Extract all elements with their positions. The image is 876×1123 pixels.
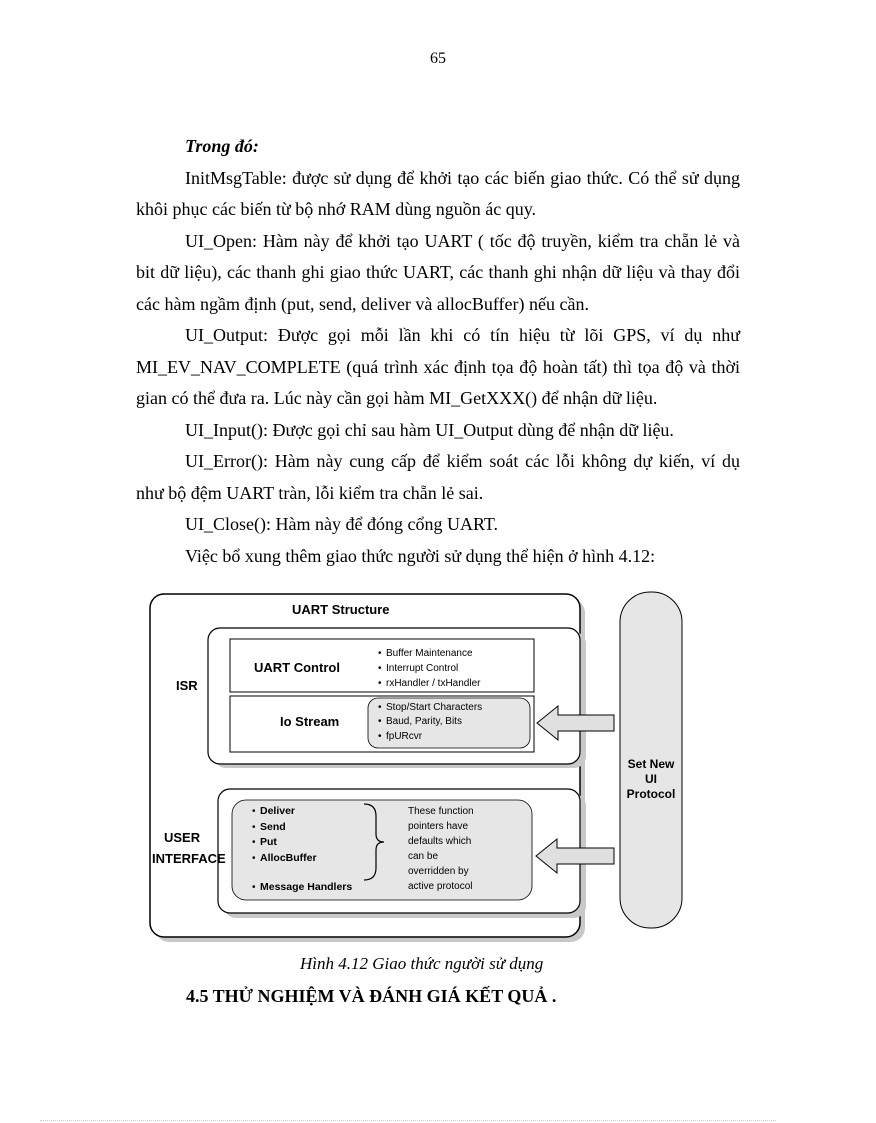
section-heading: 4.5 THỬ NGHIỆM VÀ ĐÁNH GIÁ KẾT QUẢ .: [186, 986, 557, 1006]
paragraph-ui-open: UI_Open: Hàm này để khởi tạo UART ( tốc độ truyền, kiểm tra chẵn lẻ và bit dữ liệu), các thanh ghi giao thức UART, các thanh ghi nhận dữ liệu và thay đổi các hàm ngầm định (put, send, deliver và allocBuffer) nếu cần.: [136, 230, 740, 314]
bullet-dot: •: [378, 663, 382, 674]
bullet-dot: •: [252, 853, 256, 864]
user-label: USER: [164, 830, 201, 845]
protocol-line: Protocol: [626, 787, 676, 801]
ui-function-item: AllocBuffer: [260, 852, 317, 864]
ui-function-item: Send: [260, 821, 286, 833]
note-line: defaults which: [408, 836, 472, 847]
bullet-dot: •: [252, 882, 256, 893]
uart-structure-diagram: [146, 590, 676, 948]
body-text: [136, 131, 740, 572]
page-divider: [40, 1120, 776, 1121]
io-stream-bullet: Stop/Start Characters: [386, 702, 483, 713]
uart-control-label: UART Control: [254, 660, 340, 675]
figure-caption: Hình 4.12 Giao thức người sử dụng: [300, 954, 544, 973]
io-stream-bullet: Baud, Parity, Bits: [386, 716, 462, 727]
bullet-dot: •: [252, 837, 256, 848]
paragraph-ui-error: UI_Error(): Hàm này cung cấp để kiểm soát các lỗi không dự kiến, ví dụ như bộ đệm UART tràn, lỗi kiểm tra chẵn lẻ sai.: [136, 451, 740, 503]
io-stream-bullet: fpURcvr: [386, 731, 423, 742]
interface-label: INTERFACE: [152, 851, 226, 866]
bullet-dot: •: [378, 731, 382, 742]
protocol-line: Set New: [627, 757, 675, 771]
bullet-dot: •: [378, 716, 382, 727]
paragraph-figure-intro: Việc bổ xung thêm giao thức người sử dụng thể hiện ở hình 4.12:: [185, 545, 656, 566]
paragraph-ui-close: UI_Close(): Hàm này để đóng cổng UART.: [185, 514, 499, 534]
bullet-dot: •: [252, 806, 256, 817]
ui-function-item: Deliver: [260, 805, 296, 817]
paragraph-ui-output: UI_Output: Được gọi mỗi lần khi có tín hiệu từ lõi GPS, ví dụ như MI_EV_NAV_COMPLETE (quá trình xác định tọa độ hoàn tất) thì tọa độ và thời gian có thể đưa ra. Lúc này cần gọi hàm MI_GetXXX() để nhận dữ liệu.: [136, 325, 740, 408]
uart-control-bullet: Buffer Maintenance: [386, 648, 473, 659]
bullet-dot: •: [252, 822, 256, 833]
paragraph-ui-input: UI_Input(): Được gọi chỉ sau hàm UI_Output dùng để nhận dữ liệu.: [185, 419, 674, 440]
diagram-svg: [146, 590, 676, 948]
ui-function-item: Put: [260, 836, 277, 848]
bullet-dot: •: [378, 702, 382, 713]
uart-control-bullet: Interrupt Control: [386, 663, 459, 674]
diagram-title: UART Structure: [292, 602, 390, 617]
note-line: can be: [408, 851, 439, 862]
io-stream-label: Io Stream: [280, 714, 340, 729]
bullet-dot: •: [378, 648, 382, 659]
note-line: These function: [408, 806, 474, 817]
uart-control-bullet: rxHandler / txHandler: [386, 678, 481, 689]
trong-do-label: Trong đó:: [185, 136, 259, 156]
note-line: pointers have: [408, 821, 469, 832]
paragraph-initmsgtable: InitMsgTable: được sử dụng để khởi tạo các biến giao thức. Có thể sử dụng khôi phục các biến từ bộ nhớ RAM dùng nguồn ác quy.: [136, 167, 740, 219]
page-number: 65: [430, 50, 446, 67]
bullet-dot: •: [378, 678, 382, 689]
message-handlers-item: Message Handlers: [260, 881, 353, 893]
isr-label: ISR: [176, 678, 198, 693]
note-line: overridden by: [408, 866, 469, 877]
note-line: active protocol: [408, 881, 473, 892]
protocol-line: UI: [645, 772, 657, 786]
